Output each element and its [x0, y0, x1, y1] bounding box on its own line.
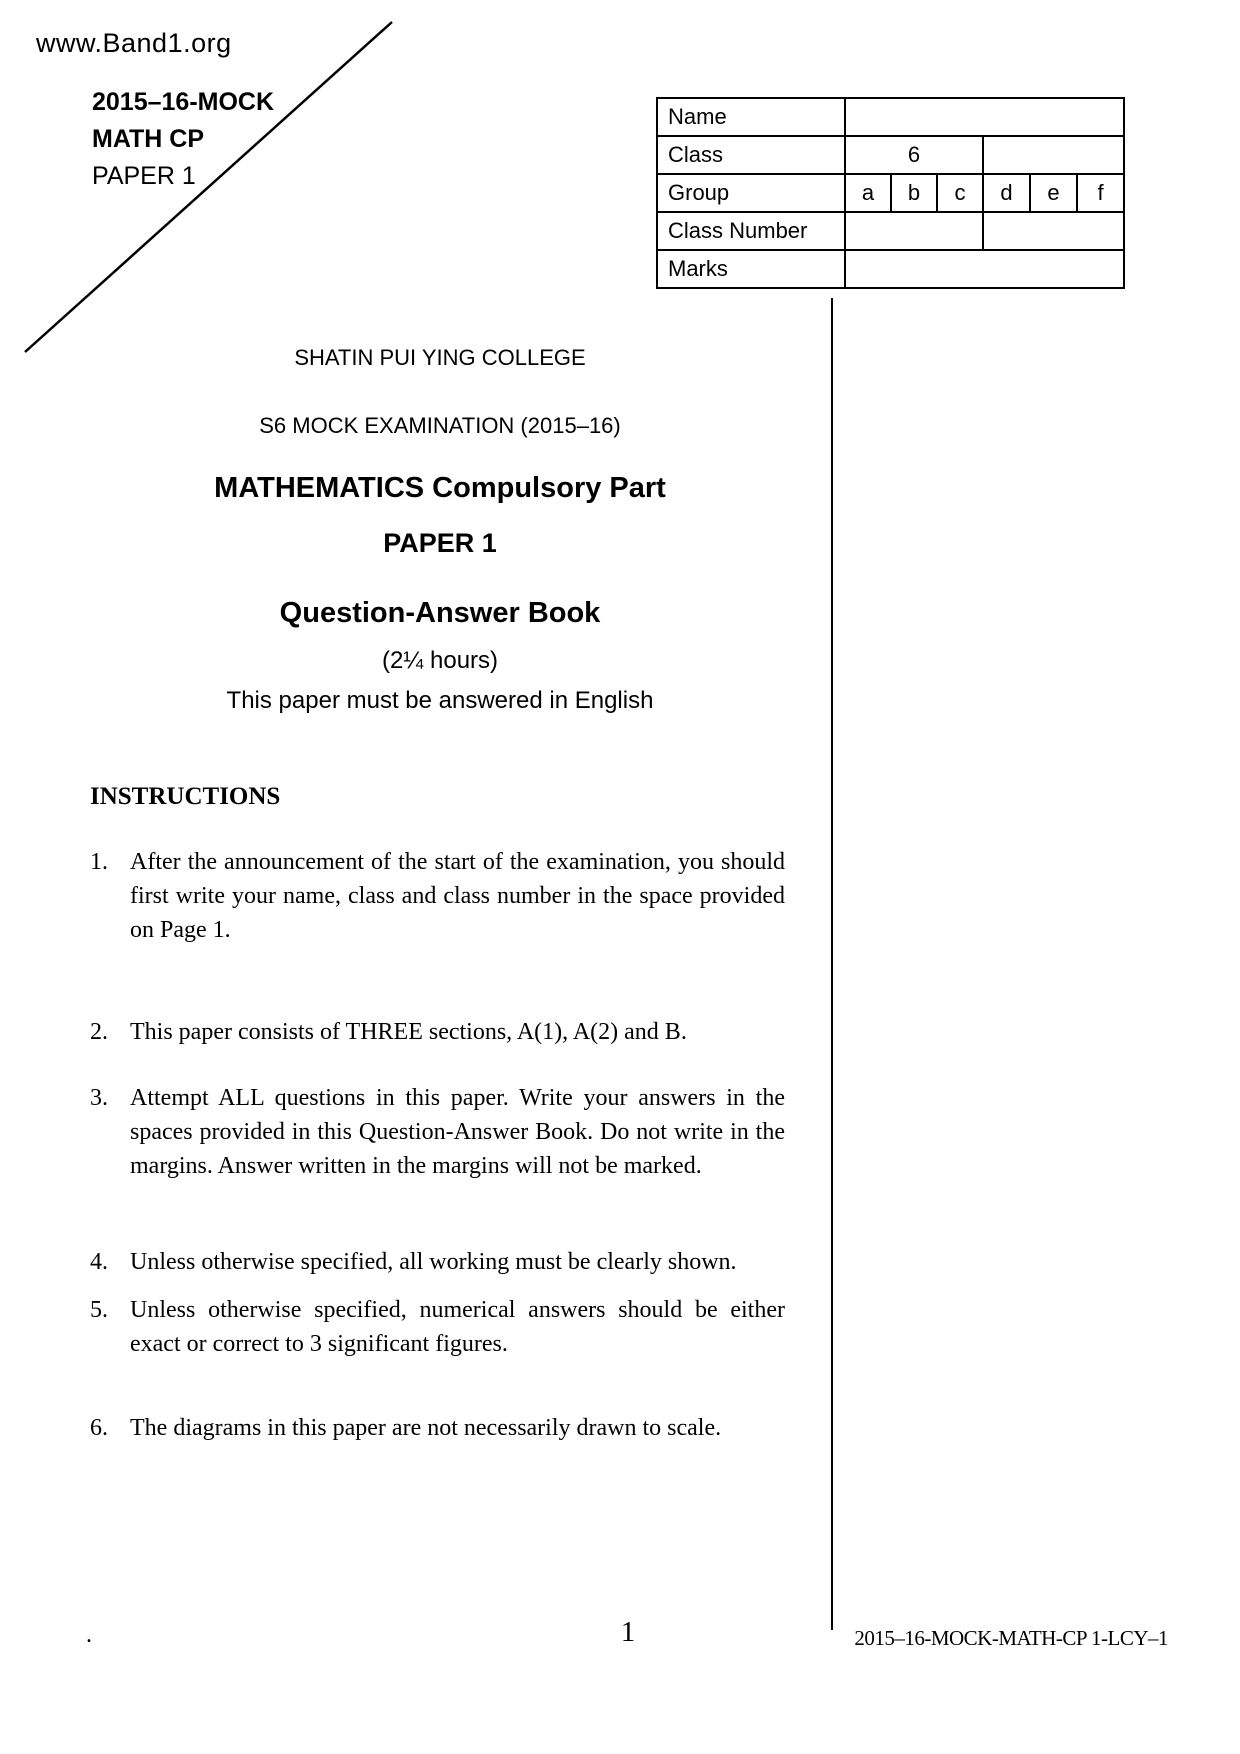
- name-label: Name: [657, 98, 845, 136]
- class-input-cell: [983, 136, 1124, 174]
- exam-code-line1: 2015–16-MOCK: [92, 88, 275, 116]
- instruction-number: 5.: [90, 1297, 108, 1323]
- paper-title: PAPER 1: [383, 528, 497, 558]
- instruction-number: 4.: [90, 1249, 108, 1275]
- group-option-f: f: [1077, 174, 1124, 212]
- instruction-item-2: [90, 1015, 785, 1049]
- group-label: Group: [657, 174, 845, 212]
- marks-row: [657, 250, 1124, 288]
- instruction-item-4: [90, 1245, 785, 1279]
- name-row: [657, 98, 1124, 136]
- duration-note: (2¼ hours): [381, 647, 499, 674]
- instruction-item-5: [90, 1293, 785, 1361]
- group-option-e: e: [1030, 174, 1077, 212]
- instruction-text: Attempt ALL questions in this paper. Write your answers in the spaces provided in this Question-Answer Book. Do not write in the margins. Answer written in the margins will not be marked.: [130, 1085, 785, 1179]
- marks-input-cell: [845, 250, 1124, 288]
- class-number-label: Class Number: [657, 212, 845, 250]
- corner-dot: .: [86, 1622, 92, 1648]
- footer-code: 2015–16-MOCK-MATH-CP 1-LCY–1: [854, 1626, 1168, 1650]
- class-value-cell: 6: [845, 136, 983, 174]
- school-name: SHATIN PUI YING COLLEGE: [294, 345, 586, 370]
- class-number-input-cell: [845, 212, 983, 250]
- group-option-d: d: [983, 174, 1030, 212]
- student-info-table: [656, 97, 1125, 289]
- instruction-number: 3.: [90, 1085, 108, 1111]
- class-row: [657, 136, 1124, 174]
- instruction-item-1: [90, 845, 785, 947]
- class-number-row: [657, 212, 1124, 250]
- instruction-text: After the announcement of the start of the examination, you should first write your name, class and class number in the space provided on Page 1.: [130, 849, 785, 943]
- instruction-text: The diagrams in this paper are not necessarily drawn to scale.: [130, 1415, 722, 1441]
- instruction-item-3: [90, 1081, 785, 1183]
- book-title: Question-Answer Book: [279, 597, 601, 629]
- exam-title: S6 MOCK EXAMINATION (2015–16): [259, 413, 621, 438]
- exam-code-line2: MATH CP: [92, 125, 205, 153]
- exam-code-line3: PAPER 1: [92, 162, 196, 190]
- instruction-text: Unless otherwise specified, all working must be clearly shown.: [130, 1249, 737, 1275]
- instruction-number: 2.: [90, 1019, 108, 1045]
- page-number: 1: [620, 1616, 636, 1648]
- instruction-text: Unless otherwise specified, numerical answers should be either exact or correct to 3 significant figures.: [130, 1297, 785, 1357]
- class-number-extra-cell: [983, 212, 1124, 250]
- subject-title: MATHEMATICS Compulsory Part: [214, 472, 666, 504]
- instruction-text: This paper consists of THREE sections, A(1), A(2) and B.: [130, 1019, 687, 1045]
- instruction-number: 6.: [90, 1415, 108, 1441]
- class-label: Class: [657, 136, 845, 174]
- group-option-c: c: [937, 174, 983, 212]
- instruction-item-6: [90, 1411, 785, 1445]
- margin-rule: [831, 298, 833, 1630]
- instructions-heading: INSTRUCTIONS: [90, 783, 281, 810]
- group-option-a: a: [845, 174, 891, 212]
- language-note: This paper must be answered in English: [226, 687, 654, 714]
- exam-code-block: [92, 84, 274, 195]
- watermark-url: www.Band1.org: [36, 28, 232, 58]
- instruction-number: 1.: [90, 849, 108, 875]
- marks-label: Marks: [657, 250, 845, 288]
- name-input-cell: [845, 98, 1124, 136]
- group-option-b: b: [891, 174, 937, 212]
- group-row: [657, 174, 1124, 212]
